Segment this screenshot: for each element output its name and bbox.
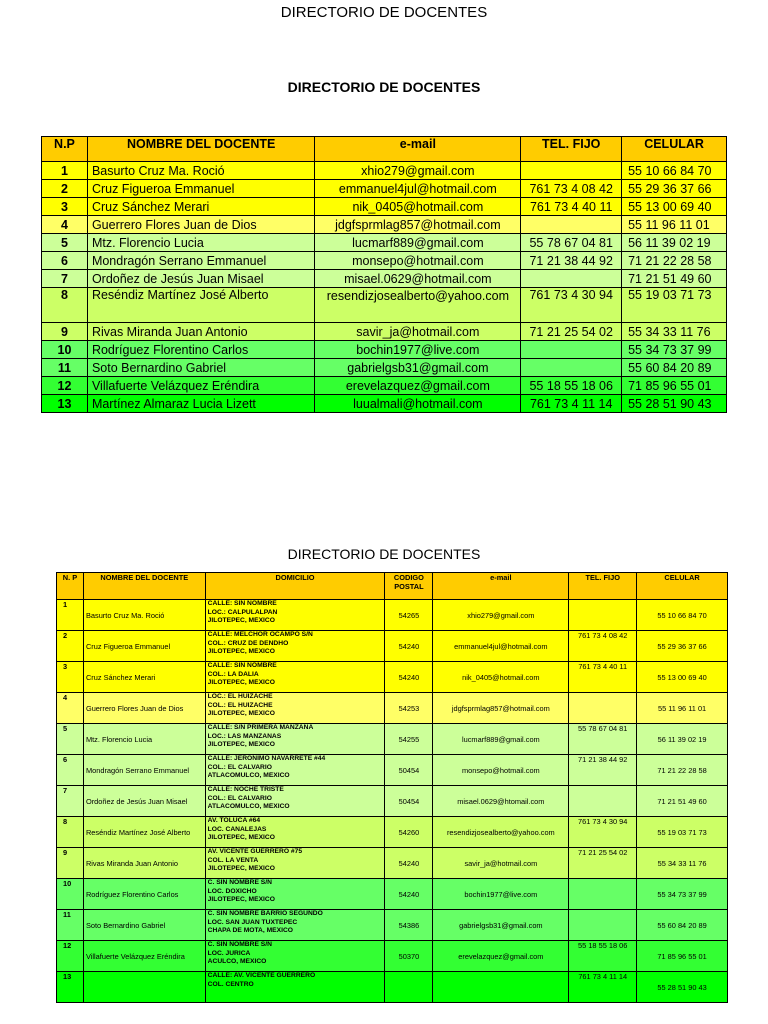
teacher-name: Ordoñez de Jesús Juan Misael <box>83 786 205 817</box>
phone-cell <box>521 216 622 234</box>
postal-code: 54253 <box>385 693 433 724</box>
postal-code: 54386 <box>385 910 433 941</box>
row-number: 13 <box>42 395 88 413</box>
phone-cell: 71 21 38 44 92 <box>569 755 637 786</box>
phone-cell: 761 73 4 40 11 <box>569 662 637 693</box>
table-row <box>42 180 727 198</box>
address-line: CHAPA DE MOTA, MÉXICO <box>207 927 293 935</box>
phone-cell: 761 73 4 30 94 <box>569 817 637 848</box>
email-cell: xhio279@gmail.com <box>315 162 521 180</box>
email-cell: emmanuel4jul@hotmail.com <box>433 631 569 662</box>
email-cell <box>433 972 569 1003</box>
address-cell <box>205 972 385 1003</box>
address-line: COL.: LA DALIA <box>207 670 259 678</box>
table-row <box>42 395 727 413</box>
mobile-cell: 55 11 96 11 01 <box>637 693 728 724</box>
mobile-cell: 71 21 51 49 60 <box>622 270 727 288</box>
email-cell: gabrielgsb31@gmail.com <box>315 359 521 377</box>
address-line: COL.: EL CALVARIO <box>207 794 272 802</box>
mobile-cell: 55 28 51 90 43 <box>622 395 727 413</box>
teacher-name: Ordoñez de Jesús Juan Misael <box>87 270 314 288</box>
email-cell: lucmarf889@gmail.com <box>433 724 569 755</box>
header-np: N.P <box>42 137 88 162</box>
email-cell: lucmarf889@gmail.com <box>315 234 521 252</box>
row-number: 2 <box>57 631 84 662</box>
address-line: CALLE: SIN NOMBRE <box>207 600 277 607</box>
phone-cell: 71 21 25 54 02 <box>569 848 637 879</box>
mobile-cell: 55 34 73 37 99 <box>637 879 728 910</box>
table-row <box>42 359 727 377</box>
mobile-cell: 55 10 66 84 70 <box>622 162 727 180</box>
phone-cell <box>569 910 637 941</box>
row-number: 1 <box>42 162 88 180</box>
address-line: ACULCO, MÉXICO <box>207 958 267 966</box>
address-line: CALLE: JERONIMO NAVARRETE #44 <box>207 755 326 762</box>
address-line: LOC.: EL HUIZACHE <box>207 693 273 700</box>
email-cell: erevelazquez@gmail.com <box>315 377 521 395</box>
postal-code: 50370 <box>385 941 433 972</box>
mobile-cell: 71 85 96 55 01 <box>622 377 727 395</box>
row-number: 9 <box>57 848 84 879</box>
table-row <box>42 323 727 341</box>
mobile-cell: 55 29 36 37 66 <box>622 180 727 198</box>
email-cell: misael.0629@hotmail.com <box>315 270 521 288</box>
table-row <box>42 198 727 216</box>
postal-code: 54240 <box>385 879 433 910</box>
row-number: 5 <box>42 234 88 252</box>
email-cell: luualmali@hotmail.com <box>315 395 521 413</box>
teacher-name: Reséndiz Martínez José Alberto <box>87 288 314 323</box>
address-line: LOC.: CALPULALPAN <box>207 608 278 616</box>
address-line: COL.: CRUZ DE DENDHO <box>207 639 289 647</box>
phone-cell: 55 18 55 18 06 <box>569 941 637 972</box>
teacher-name: Soto Bernardino Gabriel <box>87 359 314 377</box>
phone-cell: 761 73 4 08 42 <box>569 631 637 662</box>
header-celular: CELULAR <box>622 137 727 162</box>
mobile-cell: 55 19 03 71 73 <box>622 288 727 323</box>
address-line: JILOTEPEC, MÉXICO <box>207 648 275 656</box>
row-number: 10 <box>42 341 88 359</box>
phone-cell: 55 18 55 18 06 <box>521 377 622 395</box>
phone-cell: 761 73 4 40 11 <box>521 198 622 216</box>
phone-cell: 55 78 67 04 81 <box>569 724 637 755</box>
row-number: 1 <box>57 600 84 631</box>
table-row <box>57 879 728 910</box>
table-row <box>57 817 728 848</box>
address-line: LOC. JURICA <box>207 949 251 957</box>
row-number: 5 <box>57 724 84 755</box>
teacher-name: Cruz Figueroa Emmanuel <box>87 180 314 198</box>
email-cell: erevelazquez@gmail.com <box>433 941 569 972</box>
mobile-cell: 71 85 96 55 01 <box>637 941 728 972</box>
postal-code: 50454 <box>385 755 433 786</box>
mobile-cell: 55 13 00 69 40 <box>622 198 727 216</box>
table2-title: DIRECTORIO DE DOCENTES <box>287 546 481 562</box>
teacher-name: Basurto Cruz Ma. Roció <box>83 600 205 631</box>
row-number: 4 <box>57 693 84 724</box>
phone-cell: 761 73 4 11 14 <box>521 395 622 413</box>
table-row <box>42 341 727 359</box>
address-line: AV. TOLUCA #64 <box>207 817 261 824</box>
email-cell: nik_0405@hotmail.com <box>315 198 521 216</box>
header-domicilio: DOMICILIO <box>205 573 385 600</box>
mobile-cell: 71 21 22 28 58 <box>637 755 728 786</box>
row-number: 12 <box>42 377 88 395</box>
teacher-name: Mtz. Florencio Lucia <box>83 724 205 755</box>
table-header-row <box>42 137 727 162</box>
table-row <box>57 972 728 1003</box>
address-line: C. SIN NOMBRE S/N <box>207 879 272 886</box>
email-cell: xhio279@gmail.com <box>433 600 569 631</box>
email-cell: nik_0405@hotmail.com <box>433 662 569 693</box>
table-row <box>57 724 728 755</box>
email-cell: monsepo@hotmail.com <box>433 755 569 786</box>
row-number: 11 <box>42 359 88 377</box>
address-line: LOC. SAN JUAN TUXTEPEC <box>207 918 298 926</box>
table-row <box>57 755 728 786</box>
address-line: JILOTEPEC, MÉXICO <box>207 710 275 718</box>
email-cell: misael.0629@htomail.com <box>433 786 569 817</box>
mobile-cell: 56 11 39 02 19 <box>622 234 727 252</box>
mobile-cell: 55 11 96 11 01 <box>622 216 727 234</box>
email-cell: monsepo@hotmail.com <box>315 252 521 270</box>
address-cell <box>205 817 385 848</box>
table-row <box>57 941 728 972</box>
header-np: N. P <box>57 573 84 600</box>
table-row <box>42 288 727 323</box>
address-line: JILOTEPEC, MÉXICO <box>207 896 275 904</box>
postal-code <box>385 972 433 1003</box>
teacher-name: Mtz. Florencio Lucia <box>87 234 314 252</box>
table-row <box>57 786 728 817</box>
row-number: 3 <box>57 662 84 693</box>
postal-code: 50454 <box>385 786 433 817</box>
teachers-address-table <box>56 572 728 1003</box>
address-line: JILOTEPEC, MÉXICO <box>207 834 275 842</box>
address-line: ATLACOMULCO, MÉXICO <box>207 803 290 811</box>
teacher-name: Basurto Cruz Ma. Roció <box>87 162 314 180</box>
email-cell: resendizjosealberto@yahoo.com <box>433 817 569 848</box>
table-row <box>42 216 727 234</box>
address-line: CALLE: S/N PRIMERA MANZANA <box>207 724 314 731</box>
row-number: 12 <box>57 941 84 972</box>
phone-cell <box>521 341 622 359</box>
teacher-name: Villafuerte Velázquez Eréndira <box>83 941 205 972</box>
address-cell <box>205 693 385 724</box>
postal-code: 54260 <box>385 817 433 848</box>
postal-code: 54255 <box>385 724 433 755</box>
mobile-cell: 55 10 66 84 70 <box>637 600 728 631</box>
mobile-cell: 55 28 51 90 43 <box>637 972 728 1003</box>
email-cell: savir_ja@hotmail.com <box>433 848 569 879</box>
address-line: AV. VICENTE GUERRERO #75 <box>207 848 303 855</box>
phone-cell <box>521 162 622 180</box>
address-line: COL.: EL HUIZACHE <box>207 701 273 709</box>
row-number: 11 <box>57 910 84 941</box>
phone-cell <box>521 270 622 288</box>
address-cell <box>205 848 385 879</box>
row-number: 8 <box>42 288 88 323</box>
table-row <box>57 848 728 879</box>
mobile-cell: 55 13 00 69 40 <box>637 662 728 693</box>
phone-cell: 761 73 4 30 94 <box>521 288 622 323</box>
header-nombre: NOMBRE DEL DOCENTE <box>83 573 205 600</box>
mobile-cell: 56 11 39 02 19 <box>637 724 728 755</box>
address-line: JILOTEPEC, MÉXICO <box>207 617 275 625</box>
address-line: JILOTEPEC, MÉXICO <box>207 679 275 687</box>
header-tel: TEL. FIJO <box>569 573 637 600</box>
mobile-cell: 55 60 84 20 89 <box>637 910 728 941</box>
email-cell: bochin1977@live.com <box>315 341 521 359</box>
email-cell: bochin1977@live.com <box>433 879 569 910</box>
table-row <box>42 270 727 288</box>
mobile-cell: 71 21 22 28 58 <box>622 252 727 270</box>
teacher-name: Soto Bernardino Gabriel <box>83 910 205 941</box>
email-cell: savir_ja@hotmail.com <box>315 323 521 341</box>
teacher-name: Rodríguez Florentino Carlos <box>83 879 205 910</box>
postal-code: 54240 <box>385 662 433 693</box>
mobile-cell: 55 34 33 11 76 <box>637 848 728 879</box>
postal-code: 54240 <box>385 848 433 879</box>
mobile-cell: 55 19 03 71 73 <box>637 817 728 848</box>
teacher-name: Cruz Figueroa Emmanuel <box>83 631 205 662</box>
teacher-name: Cruz Sánchez Merari <box>83 662 205 693</box>
postal-code: 54240 <box>385 631 433 662</box>
table-row <box>42 234 727 252</box>
header-nombre: NOMBRE DEL DOCENTE <box>87 137 314 162</box>
teacher-name: Guerrero Flores Juan de Dios <box>87 216 314 234</box>
header-codigo-postal: CODIGO POSTAL <box>385 573 433 600</box>
address-line: COL.: EL CALVARIO <box>207 763 272 771</box>
header-email: e-mail <box>315 137 521 162</box>
teacher-name: Rivas Miranda Juan Antonio <box>83 848 205 879</box>
row-number: 4 <box>42 216 88 234</box>
table1-title: DIRECTORIO DE DOCENTES <box>287 79 481 95</box>
mobile-cell: 55 60 84 20 89 <box>622 359 727 377</box>
phone-cell: 55 78 67 04 81 <box>521 234 622 252</box>
teacher-name: Villafuerte Velázquez Eréndira <box>87 377 314 395</box>
table-row <box>57 631 728 662</box>
address-cell <box>205 941 385 972</box>
mobile-cell: 55 34 33 11 76 <box>622 323 727 341</box>
address-line: ATLACOMULCO, MÉXICO <box>207 772 290 780</box>
phone-cell <box>569 786 637 817</box>
row-number: 7 <box>57 786 84 817</box>
address-line: CALLE: NOCHE TRISTE <box>207 786 284 793</box>
phone-cell <box>569 693 637 724</box>
table-row <box>57 600 728 631</box>
phone-cell <box>521 359 622 377</box>
phone-cell <box>569 879 637 910</box>
address-line: COL. LA VENTA <box>207 856 259 864</box>
teachers-table <box>41 136 727 413</box>
table-row <box>57 662 728 693</box>
row-number: 2 <box>42 180 88 198</box>
row-number: 13 <box>57 972 84 1003</box>
email-cell: emmanuel4jul@hotmail.com <box>315 180 521 198</box>
phone-cell <box>569 600 637 631</box>
teacher-name: Cruz Sánchez Merari <box>87 198 314 216</box>
address-cell <box>205 755 385 786</box>
address-line: CALLE: MELCHOR OCAMPO S/N <box>207 631 313 638</box>
table-row <box>57 910 728 941</box>
address-cell <box>205 600 385 631</box>
address-line: C. SIN NOMBRE BARRIO SEGUNDO <box>207 910 323 917</box>
email-cell: resendizjosealberto@yahoo.com <box>315 288 521 323</box>
row-number: 6 <box>42 252 88 270</box>
row-number: 9 <box>42 323 88 341</box>
table-row <box>57 693 728 724</box>
page-title: DIRECTORIO DE DOCENTES <box>280 4 488 21</box>
table-row <box>42 252 727 270</box>
phone-cell: 761 73 4 08 42 <box>521 180 622 198</box>
row-number: 8 <box>57 817 84 848</box>
teacher-name: Mondragón Serrano Emmanuel <box>87 252 314 270</box>
table-row <box>42 377 727 395</box>
address-cell <box>205 724 385 755</box>
teacher-name: Rodríguez Florentino Carlos <box>87 341 314 359</box>
teacher-name: Reséndiz Martínez José Alberto <box>83 817 205 848</box>
email-cell: jdgfsprmlag857@hotmail.com <box>315 216 521 234</box>
phone-cell: 71 21 38 44 92 <box>521 252 622 270</box>
row-number: 3 <box>42 198 88 216</box>
address-line: LOC. DOXICHO <box>207 887 257 895</box>
table-row <box>42 162 727 180</box>
address-cell <box>205 662 385 693</box>
email-cell: gabrielgsb31@gmail.com <box>433 910 569 941</box>
row-number: 10 <box>57 879 84 910</box>
mobile-cell: 55 29 36 37 66 <box>637 631 728 662</box>
row-number: 7 <box>42 270 88 288</box>
row-number: 6 <box>57 755 84 786</box>
address-cell <box>205 879 385 910</box>
teacher-name <box>83 972 205 1003</box>
address-cell <box>205 631 385 662</box>
address-line: JILOTEPEC, MÉXICO <box>207 741 275 749</box>
teacher-name: Rivas Miranda Juan Antonio <box>87 323 314 341</box>
address-line: C. SIN NOMBRE S/N <box>207 941 272 948</box>
address-line: COL. CENTRO <box>207 980 254 988</box>
teacher-name: Mondragón Serrano Emmanuel <box>83 755 205 786</box>
mobile-cell: 71 21 51 49 60 <box>637 786 728 817</box>
phone-cell: 71 21 25 54 02 <box>521 323 622 341</box>
header-tel: TEL. FIJO <box>521 137 622 162</box>
address-line: LOC.: LAS MANZANAS <box>207 732 282 740</box>
postal-code: 54265 <box>385 600 433 631</box>
mobile-cell: 55 34 73 37 99 <box>622 341 727 359</box>
phone-cell: 761 73 4 11 14 <box>569 972 637 1003</box>
address-line: CALLE: SIN NOMBRE <box>207 662 277 669</box>
teacher-name: Martínez Almaraz Lucia Lizett <box>87 395 314 413</box>
address-cell <box>205 910 385 941</box>
header-celular: CELULAR <box>637 573 728 600</box>
teacher-name: Guerrero Flores Juan de Dios <box>83 693 205 724</box>
table-header-row <box>57 573 728 600</box>
address-cell <box>205 786 385 817</box>
address-line: LOC. CANALEJAS <box>207 825 267 833</box>
address-line: JILOTEPEC, MÉXICO <box>207 865 275 873</box>
address-line: CALLE: AV. VICENTE GUERRERO <box>207 972 316 979</box>
header-email: e-mail <box>433 573 569 600</box>
email-cell: jdgfsprmlag857@hotmail.com <box>433 693 569 724</box>
